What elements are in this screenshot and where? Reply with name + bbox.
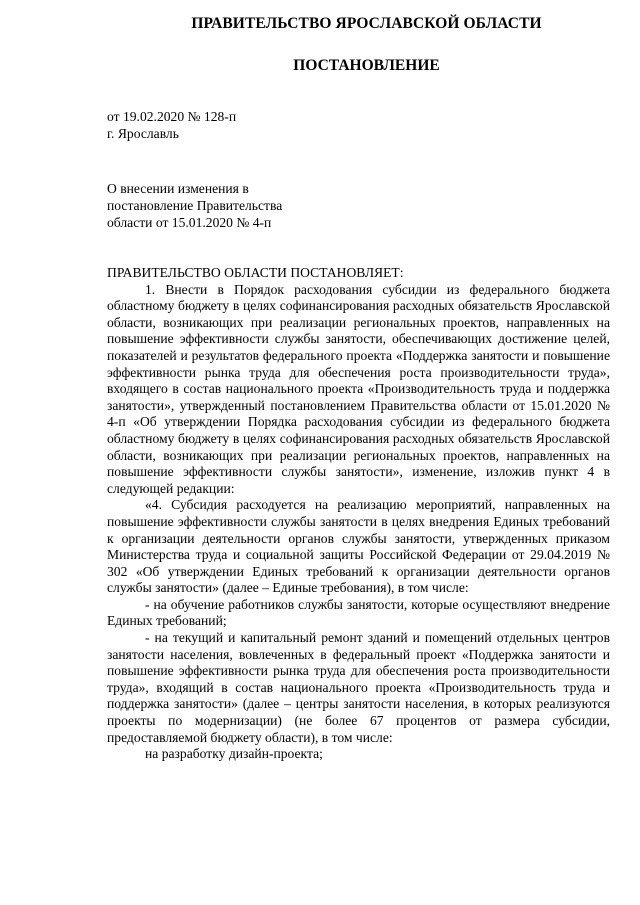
subject-line: области от 15.01.2020 № 4-п [107,215,272,230]
subject-line: О внесении изменения в [107,181,249,196]
document-body [107,265,610,763]
paragraph: - на обучение работников службы занятости, которые осуществляют внедрение Единых требований; [107,596,610,629]
date-number: от 19.02.2020 № 128-п [107,109,237,124]
organization-title: ПРАВИТЕЛЬСТВО ЯРОСЛАВСКОЙ ОБЛАСТИ [191,15,542,32]
document-type-title: ПОСТАНОВЛЕНИЕ [293,57,440,74]
document-meta [107,108,236,142]
city: г. Ярославль [107,126,179,141]
paragraph: 1. Внести в Порядок расходования субсидии из федерального бюджета областному бюджету в целях софинансирования расходных обязательств Ярославской области, возникающих при реализации региональных проектов, направленных на повышение эффективности службы занятости, обеспечивающих достижение целей, показателей и результатов федерального проекта «Поддержка занятости и повышение эффективности рынка труда для обеспечения роста производительности труда», входящего в состав национального проекта «Производительность труда и поддержка занятости», утвержденный постановлением Правительства области от 15.01.2020 № 4-п «Об утверждении Порядка расходования субсидии из федерального бюджета областному бюджету в целях софинансирования расходных обязательств Ярославской области, возникающих при реализации региональных проектов, направленных на повышение эффективности службы занятости», изменение, изложив пункт 4 в следующей редакции: [107,281,610,496]
document-subject [107,180,367,231]
subject-line: постановление Правительства [107,198,283,213]
paragraph: на разработку дизайн-проекта; [145,746,323,762]
paragraph: «4. Субсидия расходуется на реализацию мероприятий, направленных на повышение эффективности службы занятости в целях внедрения Единых требований к организации деятельности органов службы занятости, утвержденных приказом Министерства труда и социальной защиты Российской Федерации от 29.04.2019 № 302 «Об утверждении Единых требований к организации деятельности органов службы занятости» (далее – Единые требования), в том числе: [107,497,610,596]
paragraph: - на текущий и капитальный ремонт зданий и помещений отдельных центров занятости населения, вовлеченных в федеральный проект «Поддержка занятости и повышение эффективности рынка труда для обеспечения роста производительности труда», входящий в состав национального проекта «Производительность труда и поддержка занятости» (далее – центры занятости населения, в которых реализуются проекты по модернизации) (не более 67 процентов от размера субсидии, предоставляемой бюджету области), в том числе: [107,630,610,745]
resolves-heading: ПРАВИТЕЛЬСТВО ОБЛАСТИ ПОСТАНОВЛЯЕТ: [107,265,404,280]
